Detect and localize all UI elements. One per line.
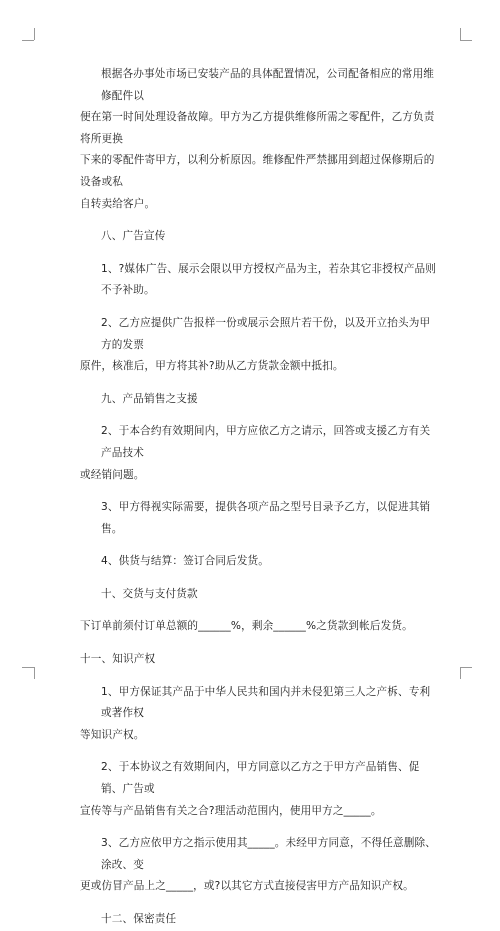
- document-body: [80, 64, 440, 931]
- section-heading-sales-support: 九、产品销售之支援: [101, 392, 198, 405]
- text-line: 根据各办事处市场已安装产品的具体配置情况，公司配备相应的常用维修配件以: [101, 68, 435, 102]
- section-heading-ip: 十一、知识产权: [80, 653, 156, 666]
- text-line: 1、甲方保证其产品于中华人民共和国内并未侵犯第三人之产柝、专利或著作权: [101, 685, 431, 720]
- crop-mark-top-left-v: [34, 28, 35, 40]
- text-line: 自转卖给客户。: [80, 197, 156, 210]
- text-line: 或经销问题。: [80, 468, 145, 481]
- paragraph-catalog: 3、甲方得视实际需要，提供各项产品之型号目录予乙方，以促进其销售。: [101, 501, 431, 535]
- text-line: 等知识产权。: [80, 728, 145, 741]
- crop-mark-bottom-left-h: [22, 667, 34, 668]
- paragraph-tech-support: [80, 421, 440, 486]
- crop-mark-bottom-right-h: [460, 667, 472, 668]
- paragraph-spare-parts: [80, 64, 440, 215]
- paragraph-ad-samples: [80, 313, 440, 378]
- paragraph-trademark-instructions: [80, 833, 440, 898]
- crop-mark-top-right-h: [460, 40, 472, 41]
- text-line: 便在第一时间处理设备故障。甲方为乙方提供维修所需之零配件，乙方负责将所更换: [80, 111, 435, 145]
- text-line: 更或仿冒产品上之_____，或?以其它方式直接侵害甲方产品知识产权。: [80, 880, 414, 893]
- text-line: 原件，核准后，甲方将其补?助从乙方货款金额中抵扣。: [80, 360, 344, 373]
- paragraph-order-payment: 下订单前须付订单总额的______%，剩余______%之货款到帐后发货。: [80, 620, 413, 633]
- text-line: 2、于本协议之有效期间内，甲方同意以乙方之于甲方产品销售、促销、广告或: [101, 761, 420, 796]
- crop-mark-top-left-h: [22, 40, 34, 41]
- text-line: 2、于本合约有效期间内，甲方应依乙方之请示，回答或支援乙方有关产品技术: [101, 425, 431, 459]
- crop-mark-bottom-right-v: [460, 667, 461, 679]
- crop-mark-bottom-left-v: [34, 667, 35, 679]
- section-heading-delivery-payment: 十、交货与支付货款: [101, 587, 198, 600]
- text-line: 下来的零配件寄甲方，以利分析原因。维修配件严禁挪用到超过保修期后的设备或私: [80, 154, 435, 188]
- section-heading-advertising: 八、广告宣传: [101, 230, 166, 243]
- text-line: 2、乙方应提供广告报样一份或展示会照片若干份，以及开立抬头为甲方的发票: [101, 316, 431, 351]
- crop-mark-top-right-v: [460, 28, 461, 40]
- paragraph-settlement: 4、供货与结算：签订合同后发货。: [101, 555, 270, 568]
- text-line: 宣传等与产品销售有关之合?理活动范围内，使用甲方之_____。: [80, 804, 382, 817]
- paragraph-media-ads: 1、?媒体广告、展示会限以甲方授权产品为主，若杂其它非授权产品则不予补助。: [101, 262, 436, 297]
- paragraph-trademark-use: [80, 757, 440, 822]
- text-line: 3、乙方应依甲方之指示使用其_____。未经甲方同意，不得任意删除、涂改、变: [101, 837, 436, 871]
- paragraph-ip-guarantee: [80, 682, 440, 747]
- section-heading-confidentiality: 十二、保密责任: [101, 913, 177, 925]
